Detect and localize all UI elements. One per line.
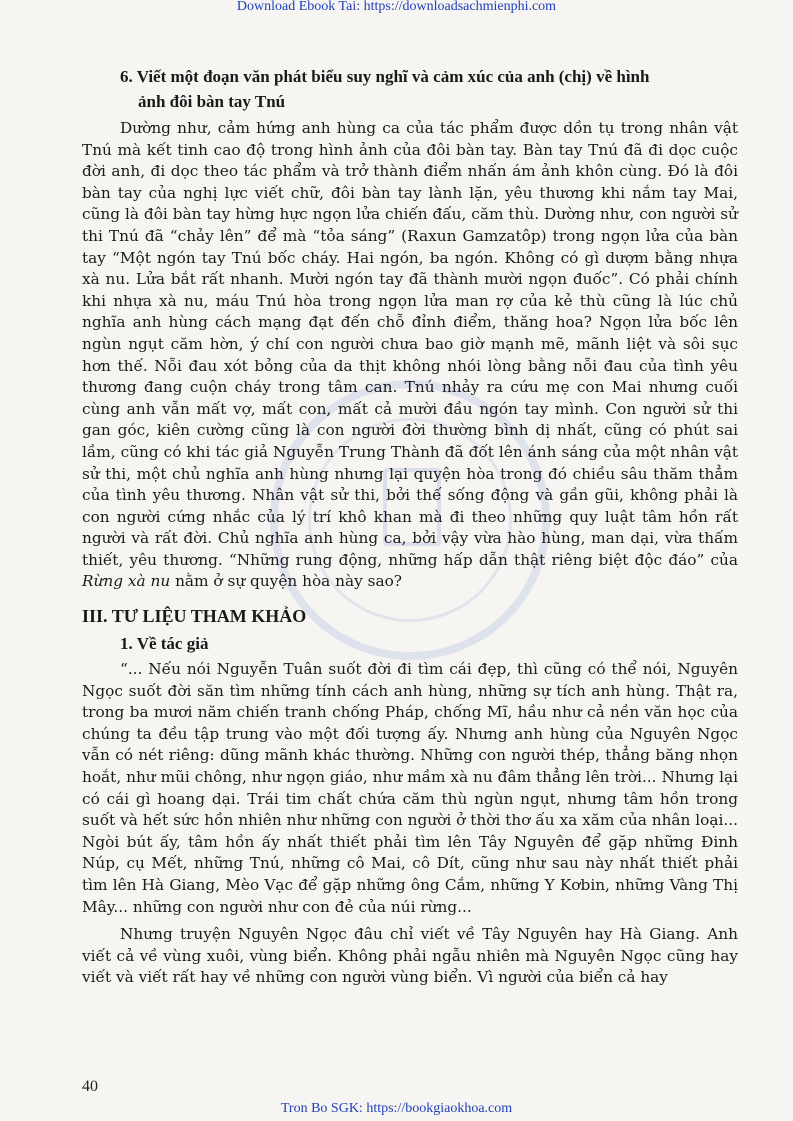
question-line-1: 6. Viết một đoạn văn phát biểu suy nghĩ và cảm xúc của anh (chị) về hình	[120, 67, 650, 86]
essay-text-end: nằm ở sự quyện hòa này sao?	[170, 572, 402, 591]
header-download-link[interactable]: Download Ebook Tai: https://downloadsachmienphi.com	[236, 0, 557, 14]
question-line-2: ảnh đôi bàn tay Tnú	[138, 92, 286, 111]
footer-sgk-link[interactable]: Tron Bo SGK: https://bookgiaokhoa.com	[280, 1101, 513, 1116]
question-heading	[120, 64, 738, 114]
section-title: III. TƯ LIỆU THAM KHẢO	[82, 606, 307, 627]
page-content	[82, 64, 738, 989]
subsection-title: 1. Về tác giả	[120, 634, 209, 654]
essay-text: Dường như, cảm hứng anh hùng ca của tác phẩm được dồn tụ trong nhân vật Tnú mà kết tinh cao độ trong hình ảnh của đôi bàn tay. Bàn tay Tnú đã đi dọc cuộc đời anh, đi dọc theo tác phẩm và trở thành điểm nhấn ám ảnh khôn cùng. Đó là đôi bàn tay của nghị lực viết chữ, đôi bàn tay lành lặn, yêu thương khi nắm tay Mai, cũng là đôi bàn tay hừng hực ngọn lửa chiến đấu, căm thù. Dường như, con người sử thi Tnú đã “chảy lên” để mà “tỏa sáng” (Raxun Gamzatôp) trong ngọn lửa của bàn tay “Một ngón tay Tnú bốc cháy. Hai ngón, ba ngón. Không có gì dượm bằng nhựa xà nu. Lửa bắt rất nhanh. Mười ngón tay đã thành mười ngọn đuốc”. Có phải chính khi nhựa xà nu, máu Tnú hòa trong ngọn lửa man rợ của kẻ thù cũng là lúc chủ nghĩa anh hùng cách mạng đạt đến chỗ đỉnh điểm, thăng hoa? Ngọn lửa bốc lên ngùn ngụt căm hờn, ý chí con người chưa bao giờ mạnh mẽ, mãnh liệt và sôi sục hơn thế. Nỗi đau xót bỏng của da thịt không nhói lòng bằng nỗi đau của tình yêu thương đang cuộn cháy trong tâm can. Tnú nhảy ra cứu mẹ con Mai nhưng cuối cùng anh vẫn mất vợ, mất con, mất cả mười đầu ngón tay mình. Con người sử thi gan góc, kiên cường cũng là con người đời thường bình dị nhất, cũng có phút sai lầm, cũng có khi tác giả Nguyễn Trung Thành đã đốt lên ánh sáng của một nhân vật sử thi, một chủ nghĩa anh hùng nhưng lại quyện hòa trong đó chiều sâu thăm thẳm của tình yêu thương. Nhân vật sử thi, bởi thế sống động và gần gũi, không phải là con người cứng nhắc của lý trí khô khan mà đi theo những quy luật tâm hồn rất người và rất đời. Chủ nghĩa anh hùng ca, bởi vậy vừa hào hùng, man dại, vừa thấm thiết, yêu thương. “Những rung động, những hấp dẫn thật riêng biệt độc đáo” của	[82, 119, 738, 569]
work-title: Rừng xà nu	[82, 572, 171, 591]
reference-paragraph-2: Nhưng truyện Nguyên Ngọc đâu chỉ viết về Tây Nguyên hay Hà Giang. Anh viết cả về vùng xuôi, vùng biển. Không phải ngẫu nhiên mà Nguyên Ngọc cũng hay viết và viết rất hay về những con người vùng biển. Vì người của biển cả hay	[82, 925, 738, 987]
page-number: 40	[82, 1078, 98, 1095]
essay-paragraph	[82, 118, 738, 593]
reference-paragraph-1: “... Nếu nói Nguyễn Tuân suốt đời đi tìm cái đẹp, thì cũng có thể nói, Nguyên Ngọc suốt đời săn tìm những tính cách anh hùng, những sự tích anh hùng. Thật ra, trong ba mươi năm chiến tranh chống Pháp, chống Mĩ, hầu như cả nền văn học của chúng ta đều tập trung vào một đối tượng ấy. Nhưng anh hùng của Nguyên Ngọc vẫn có nét riêng: dũng mãnh khác thường. Những con người thép, thẳng băng nhọn hoắt, như mũi chông, như ngọn giáo, như mầm xà nu đâm thẳng lên trời... Nhưng lại có cái gì hoang dại. Trái tim chất chứa căm thù ngùn ngụt, nhưng tâm hồn trong suốt và hết sức hồn nhiên như những con người ở thời thơ ấu xa xăm của nhân loại... Ngòi bút ấy, tâm hồn ấy nhất thiết phải tìm lên Tây Nguyên để gặp những Đinh Núp, cụ Mết, những Tnú, những cô Mai, cô Dít, cũng như sau này nhất thiết phải tìm lên Hà Giang, Mèo Vạc để gặp những ông Cắm, những Y Kơbin, những Vàng Thị Mây... những con người như con đẻ của núi rừng...	[82, 660, 738, 916]
